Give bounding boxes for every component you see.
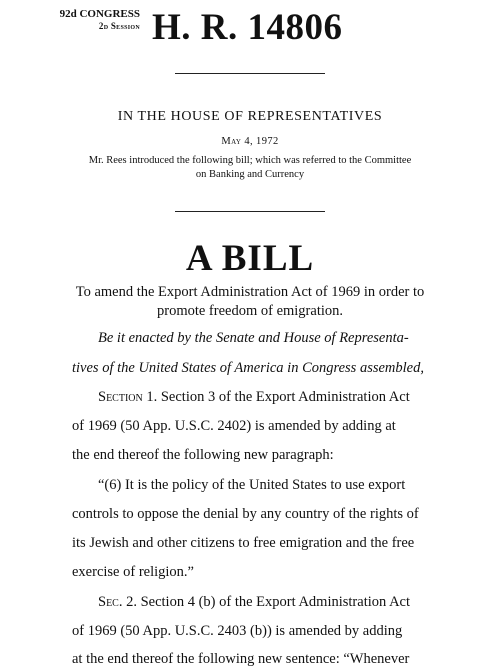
title-line: To amend the Export Administration Act of 1969 in order to [75, 284, 425, 300]
enacting-clause-line: tives of the United States of America in Congress assembled, [72, 360, 424, 376]
section-1-line: of 1969 (50 App. U.S.C. 2402) is amended by adding at [72, 418, 396, 434]
session-label: 2d Session [98, 21, 140, 31]
congress-label: 92d CONGRESS [59, 8, 140, 20]
section-2-line: of 1969 (50 App. U.S.C. 2403 (b)) is amended by adding [72, 623, 403, 639]
enacting-clause-line: Be it enacted by the Senate and House of Representa- [98, 330, 409, 346]
section-2-label: Sec. 2. [98, 594, 137, 610]
introduction-text [0, 154, 500, 182]
section-1-text: Section 3 of the Export Administration Act [160, 389, 410, 405]
bill-heading: A BILL [185, 238, 315, 279]
header-divider [175, 73, 325, 74]
intro-line: on Banking and Currency [195, 169, 305, 180]
section-2-first-line [98, 594, 410, 611]
bill-number: H. R. 14806 [152, 7, 343, 48]
intro-line: Mr. Rees introduced the following bill; which was referred to the Committee [88, 155, 412, 166]
section-1-line: “(6) It is the policy of the United States to use export [98, 477, 406, 493]
section-1-label: Section 1. [98, 389, 158, 405]
bill-title [0, 283, 500, 321]
intro-divider [175, 211, 325, 212]
section-1-line: exercise of religion.” [72, 564, 194, 580]
chamber-heading: IN THE HOUSE OF REPRESENTATIVES [117, 109, 383, 124]
title-line: promote freedom of emigration. [156, 303, 344, 319]
congress-session [46, 8, 140, 32]
section-2-line: at the end thereof the following new sentence: “Whenever [72, 651, 410, 667]
section-2-text: Section 4 (b) of the Export Administration Act [140, 594, 411, 610]
section-1-first-line [98, 389, 410, 406]
section-1-line: the end thereof the following new paragraph: [72, 447, 334, 463]
introduction-date: May 4, 1972 [221, 136, 279, 147]
section-1-line: controls to oppose the denial by any country of the rights of [72, 506, 419, 522]
section-1-line: its Jewish and other citizens to free emigration and the free [72, 535, 415, 551]
